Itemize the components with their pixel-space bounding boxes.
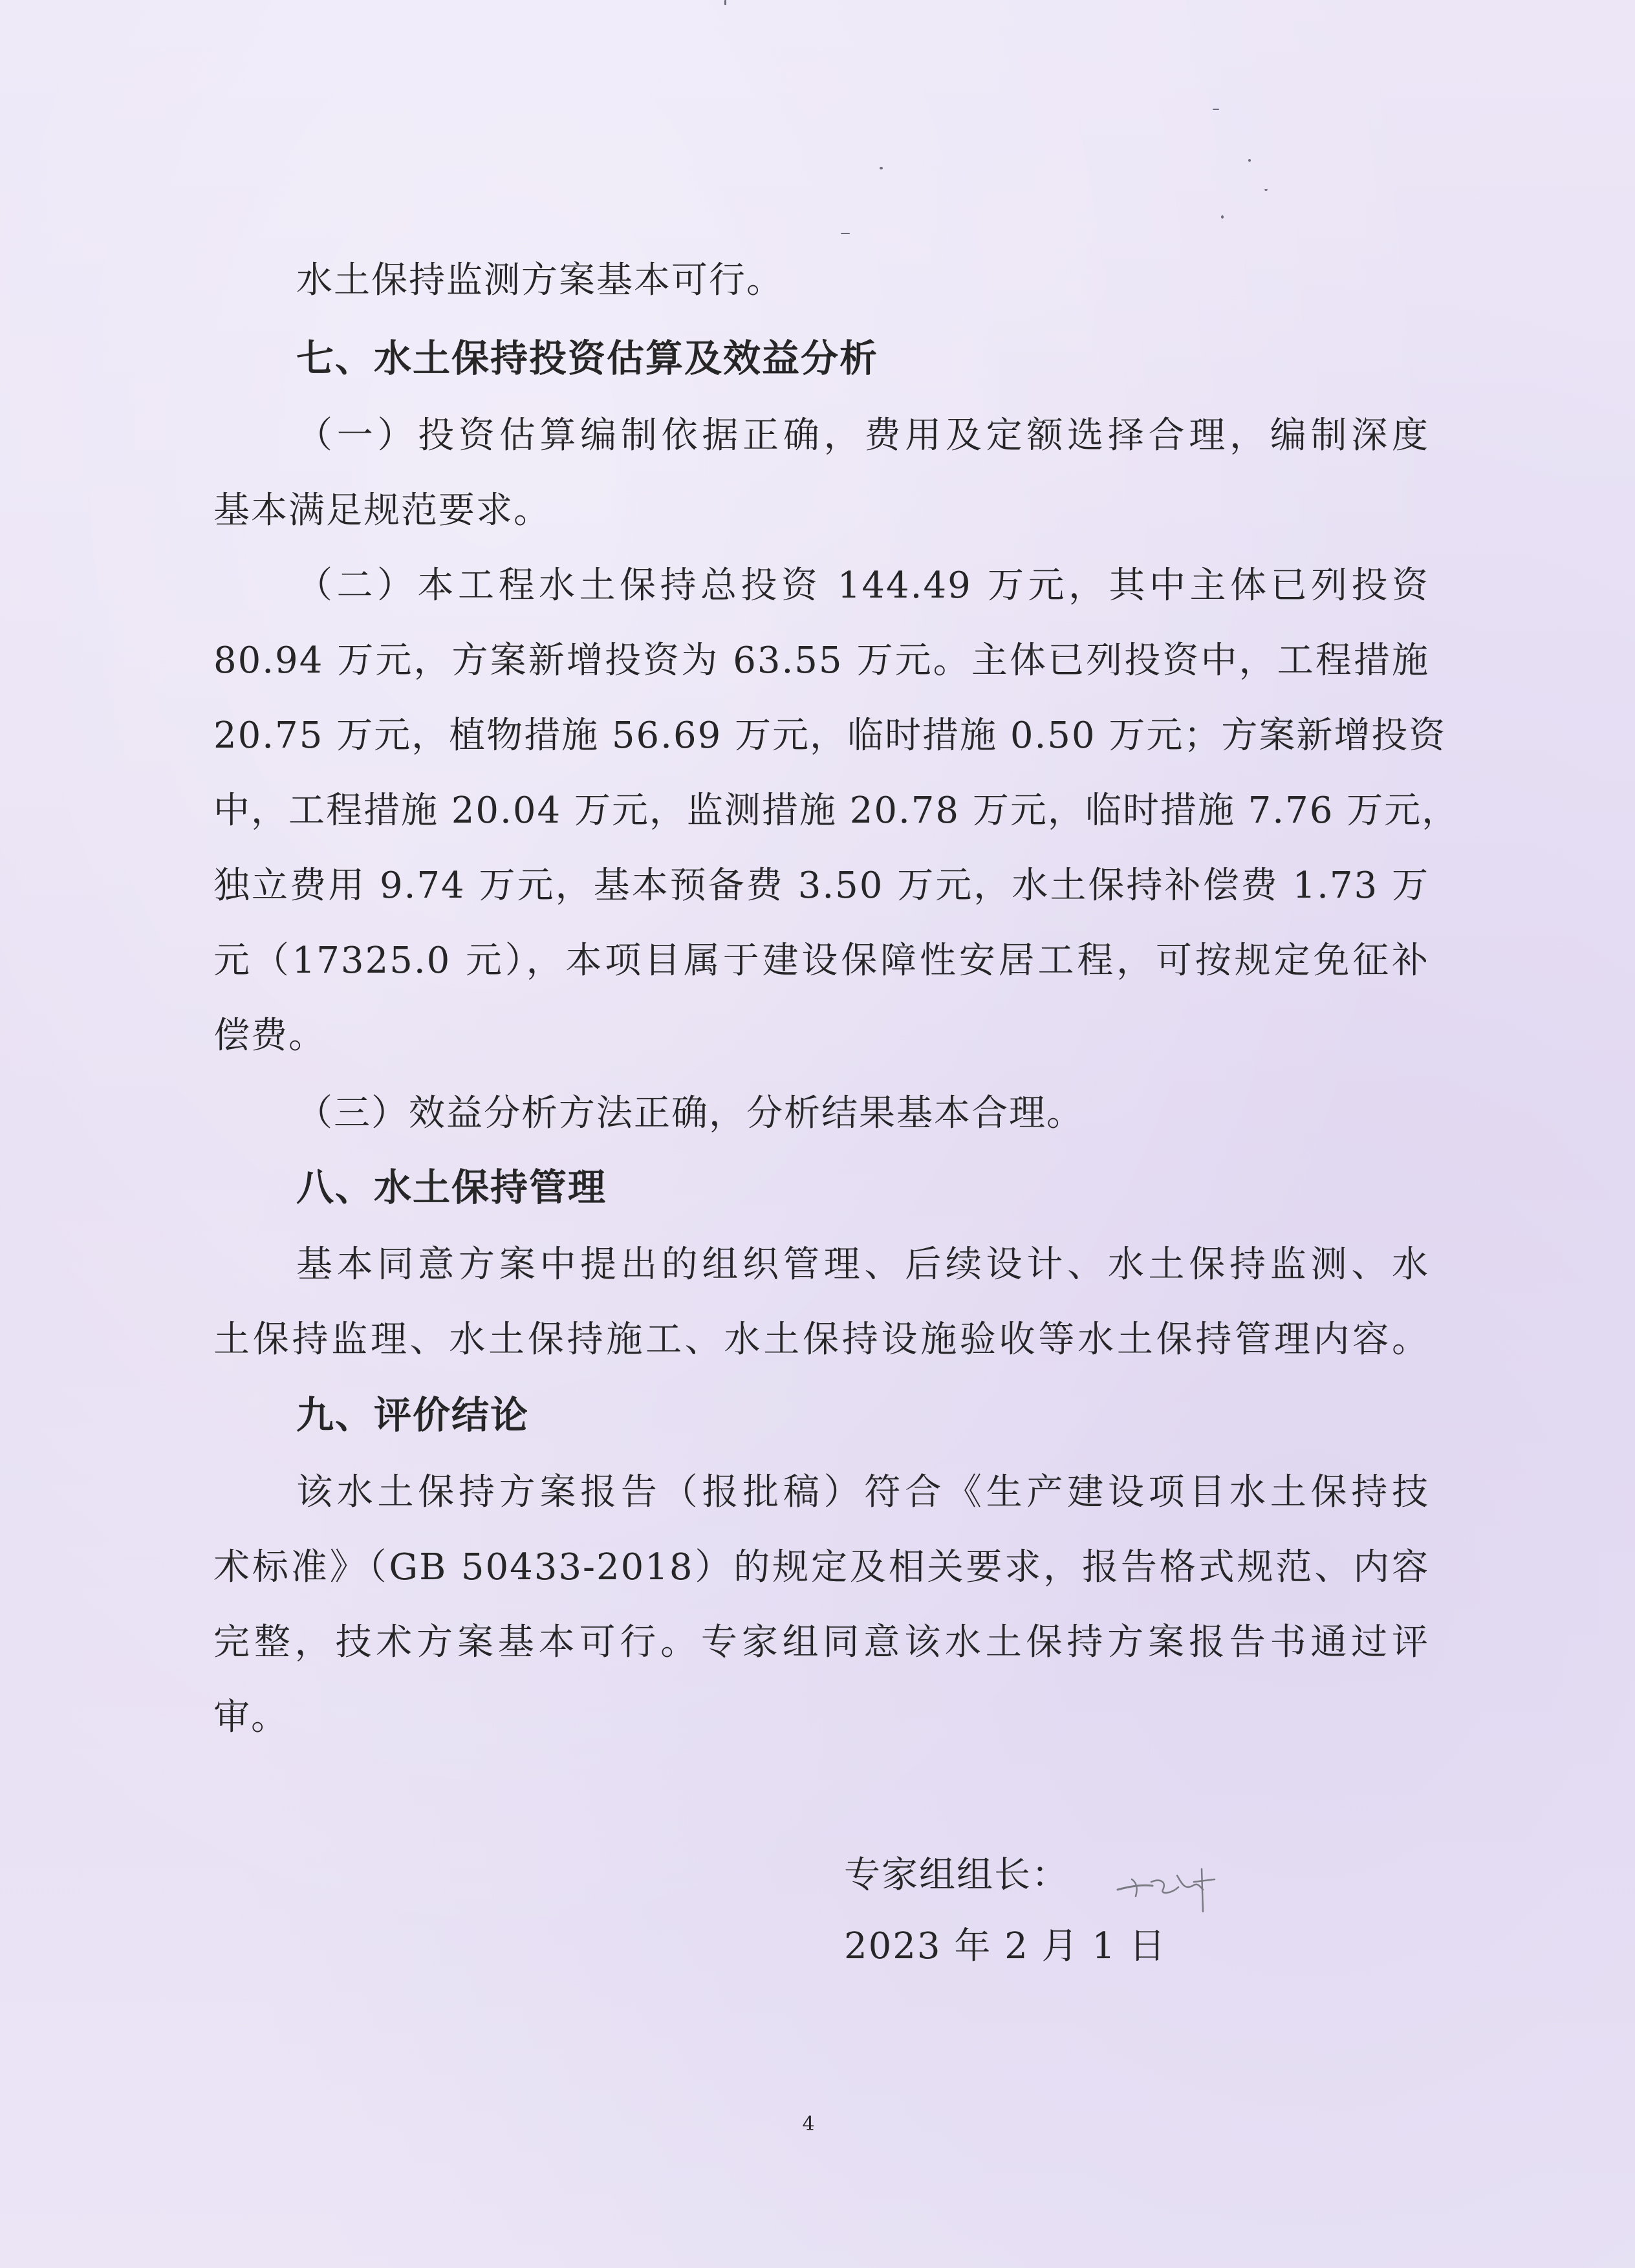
handwritten-signature — [1112, 1856, 1222, 1914]
scan-speck — [1221, 215, 1224, 219]
signature-date: 2023 年 2 月 1 日 — [844, 1925, 1167, 1967]
scan-speck — [1213, 109, 1219, 110]
body-line: 审。 — [213, 1696, 288, 1738]
body-line: 中，工程措施 20.04 万元，监测措施 20.78 万元，临时措施 7.76 万元， — [213, 790, 1460, 832]
signature-label: 专家组组长： — [844, 1854, 1069, 1896]
body-line: 水土保持监测方案基本可行。 — [296, 259, 784, 301]
scan-speck — [841, 233, 850, 234]
body-line: 偿费。 — [213, 1015, 326, 1057]
body-line: 土保持监理、水土保持施工、水土保持设施验收等水土保持管理内容。 — [213, 1319, 1429, 1361]
section-heading-conclusion: 九、评价结论 — [296, 1393, 530, 1437]
body-line: （三）效益分析方法正确，分析结果基本合理。 — [296, 1092, 1084, 1134]
page-number: 4 — [802, 2113, 815, 2135]
body-line: （一）投资估算编制依据正确，费用及定额选择合理，编制深度 — [296, 415, 1429, 457]
scan-speck — [724, 0, 726, 5]
body-line: 该水土保持方案报告（报批稿）符合《生产建设项目水土保持技 — [296, 1471, 1429, 1513]
body-line: 基本同意方案中提出的组织管理、后续设计、水土保持监测、水 — [296, 1244, 1429, 1286]
scan-speck — [1248, 159, 1251, 162]
body-line: 80.94 万元，方案新增投资为 63.55 万元。主体已列投资中，工程措施 — [213, 640, 1429, 682]
section-heading-management: 八、水土保持管理 — [296, 1165, 607, 1209]
body-line: 基本满足规范要求。 — [213, 490, 551, 532]
body-line: 完整，技术方案基本可行。专家组同意该水土保持方案报告书通过评 — [213, 1621, 1429, 1663]
body-line: （二）本工程水土保持总投资 144.49 万元，其中主体已列投资 — [296, 565, 1429, 607]
scan-speck — [880, 167, 883, 169]
body-line: 术标准》（GB 50433-2018）的规定及相关要求，报告格式规范、内容 — [213, 1546, 1429, 1588]
body-line: 独立费用 9.74 万元，基本预备费 3.50 万元，水土保持补偿费 1.73 万 — [213, 865, 1429, 907]
scan-speck — [1264, 189, 1268, 191]
body-line: 元（17325.0 元），本项目属于建设保障性安居工程，可按规定免征补 — [213, 940, 1429, 982]
body-line: 20.75 万元，植物措施 56.69 万元，临时措施 0.50 万元；方案新增投资 — [213, 715, 1447, 757]
section-heading-investment: 七、水土保持投资估算及效益分析 — [296, 336, 879, 380]
